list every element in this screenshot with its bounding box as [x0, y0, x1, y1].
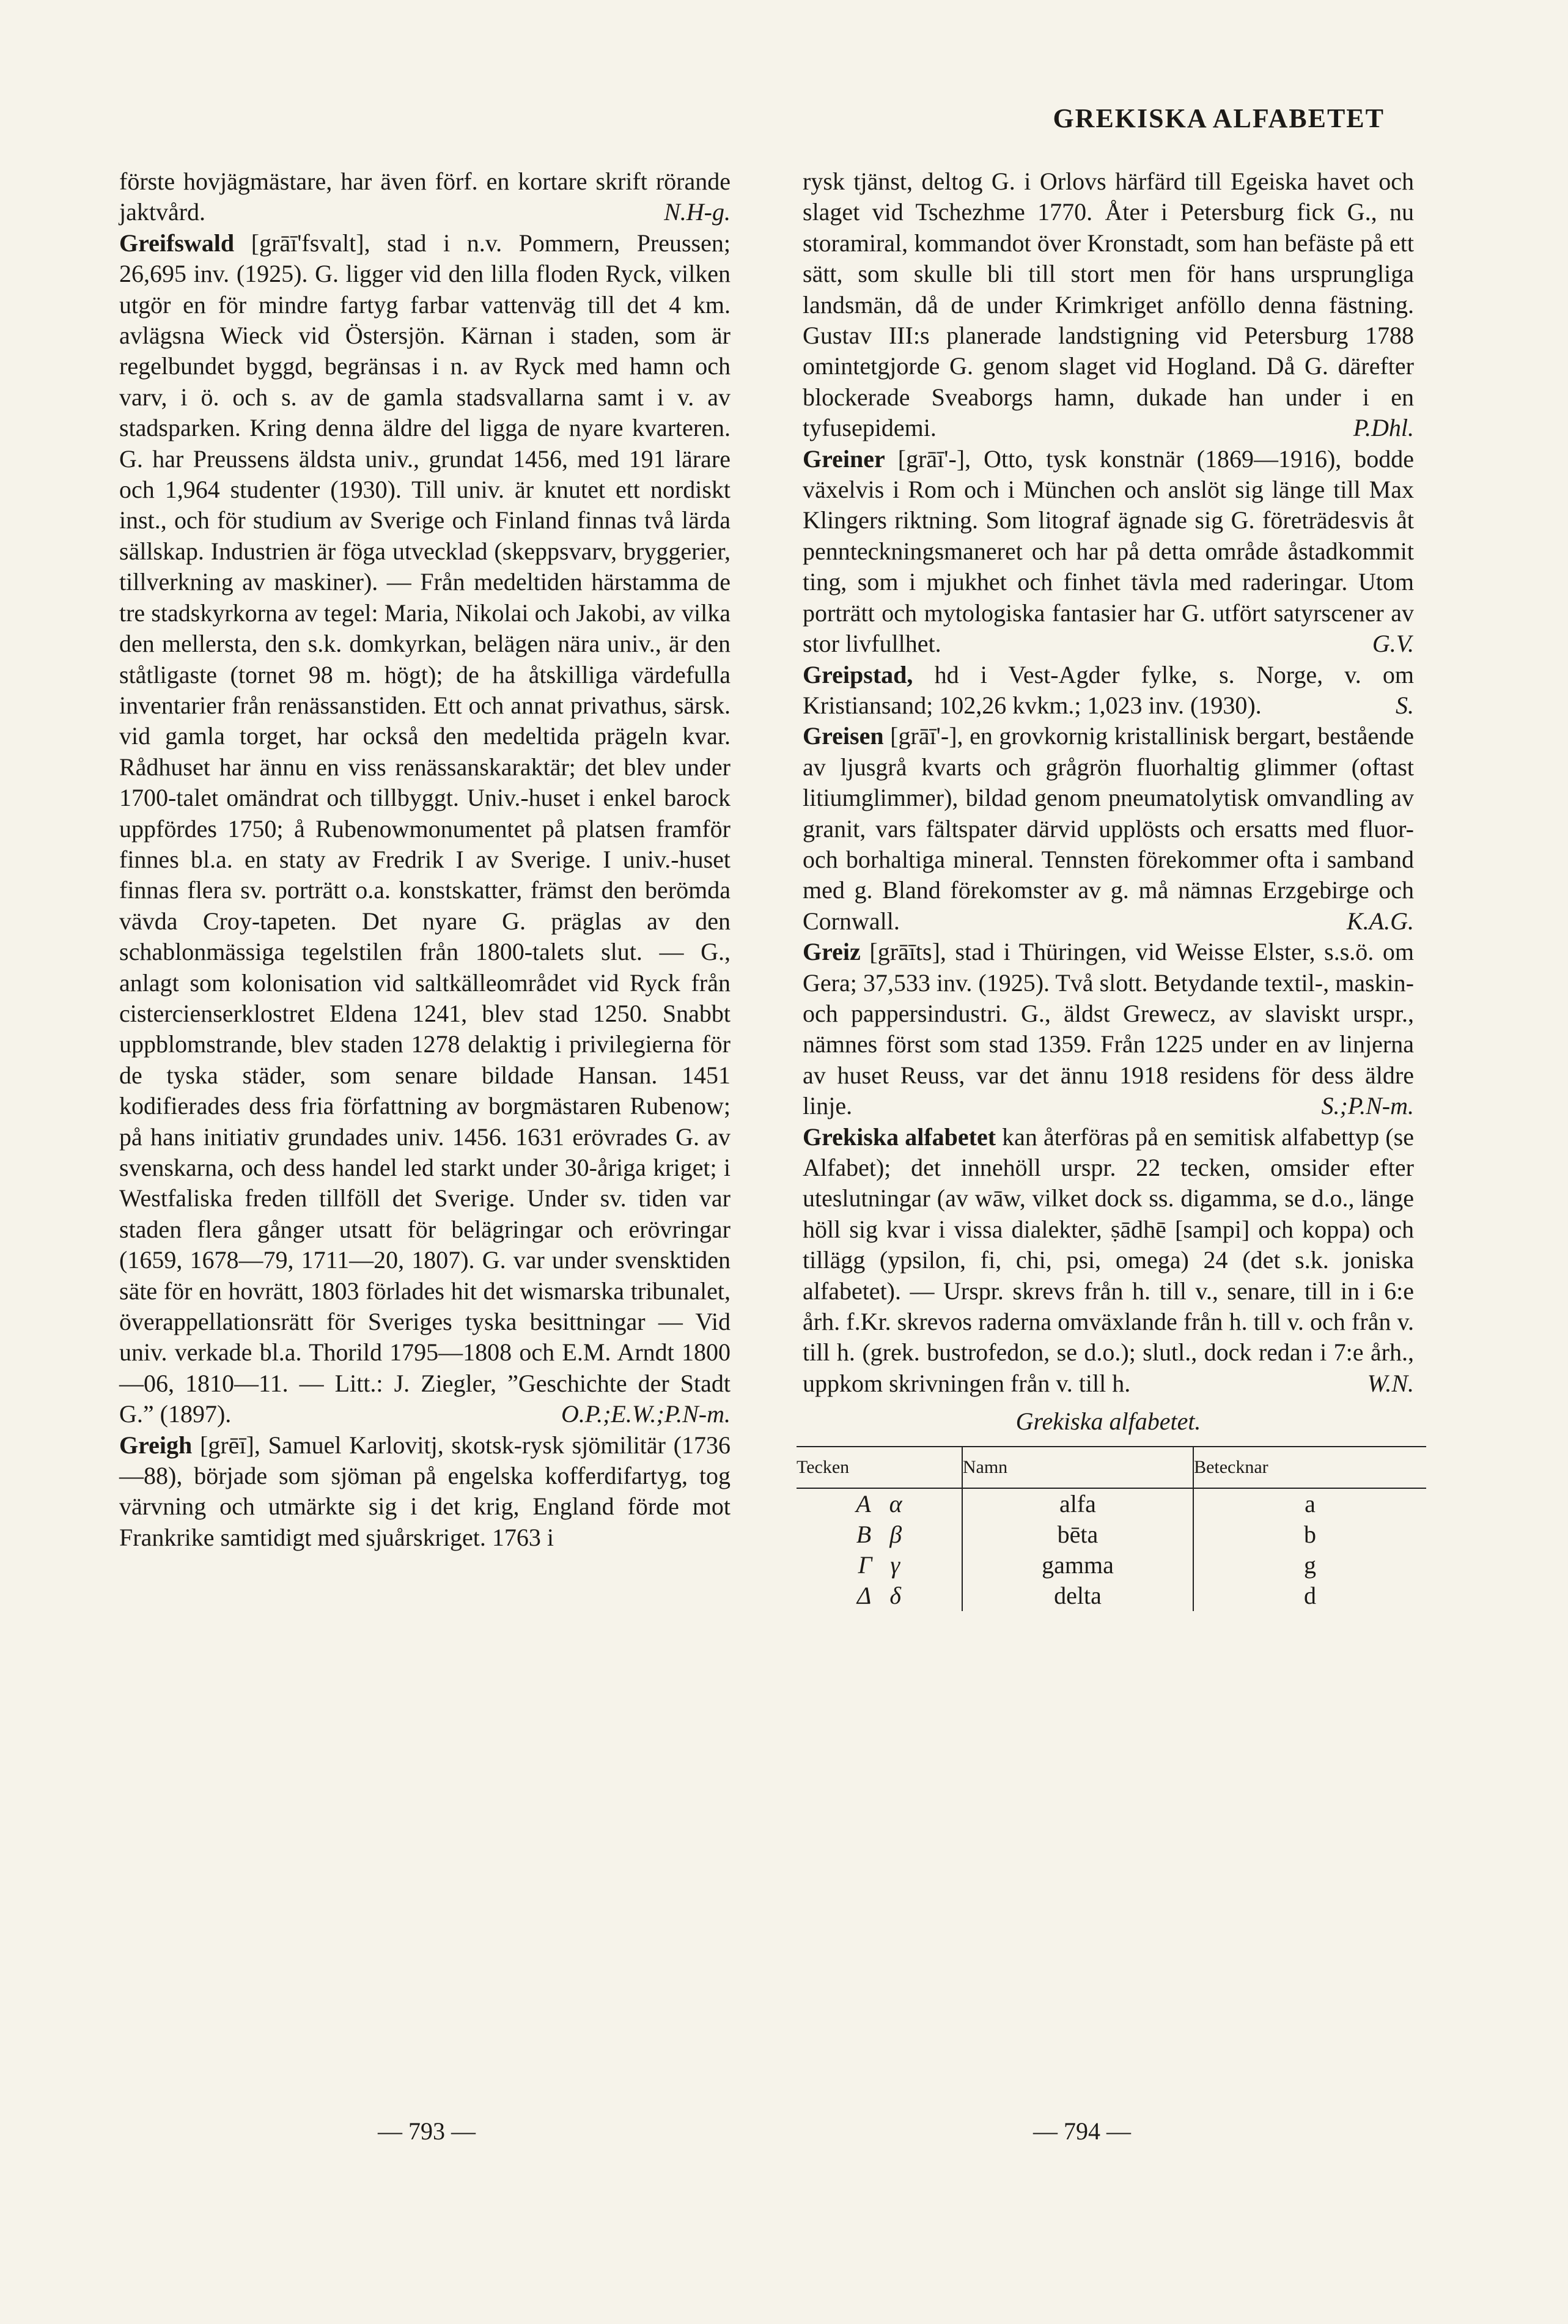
entry — [803, 721, 1414, 937]
lower-letter: δ — [889, 1582, 901, 1610]
letter-cell — [797, 1519, 962, 1550]
entry-headword: Greiner — [803, 445, 885, 473]
value-cell: d — [1193, 1581, 1426, 1611]
page-number-left: — 793 — — [378, 2117, 476, 2145]
entry-text: förste hovjägmästare, har även förf. en kortare skrift rörande jaktvård. — [119, 168, 731, 226]
page-number-right: — 794 — — [1033, 2117, 1131, 2145]
table-row — [797, 1581, 1426, 1611]
entry-text: [grēī], Samuel Karlovitj, skotsk-rysk sjömilitär (1736—88), började som sjöman på engelska kofferdifartyg, tog värvning och utmärkte sig i det krig, England förde mot Frankrike samtidigt med sjuårskriget. 1763 i — [119, 1431, 731, 1551]
letter-cell — [797, 1488, 962, 1519]
table-header-row — [797, 1447, 1426, 1488]
letter-cell — [797, 1581, 962, 1611]
entry-text: rysk tjänst, deltog G. i Orlovs härfärd till Egeiska havet och slaget vid Tschezhme 1770. Åter i Petersburg fick G., nu storamiral, kommandot över Kronstadt, som han befäste på ett sätt, som skulle bli till stort men för hans ursprungliga landsmän, då de under Krimkriget anföllo denna fästning. Gustav III:s planerade landstigning vid Petersburg 1788 omintetgjorde G. genom slaget vid Hogland. Då G. därefter blockerade Sveaborgs hamn, dukade han under i en tyfusepidemi. — [803, 168, 1414, 442]
entry-text: [grāī'-], en grovkornig kristallinisk bergart, bestående av ljusgrå kvarts och grågrön fluorhaltig glimmer (oftast litiumglimmer), bildad genom pneumatolytisk omvandling av granit, vars fältspater därvid upplösts och ersatts med fluor- och borhaltiga mineral. Tennsten förekommer ofta i samband med g. Bland förekomster av g. må nämnas Erzgebirge och Cornwall. — [803, 722, 1415, 935]
name-cell: alfa — [962, 1488, 1193, 1519]
table-header: Betecknar — [1193, 1447, 1426, 1488]
upper-letter: Δ — [856, 1582, 872, 1610]
lower-letter: γ — [890, 1551, 900, 1579]
entry-headword: Greiz — [803, 938, 861, 966]
entry-signature: N.H-g. — [664, 198, 731, 226]
entry-signature: O.P.;E.W.;P.N-m. — [561, 1400, 731, 1428]
entry-signature: P.Dhl. — [1353, 414, 1414, 442]
entry-text: [grāīts], stad i Thüringen, vid Weisse Elster, s.s.ö. om Gera; 37,533 inv. (1925). Två slott. Betydande textil-, maskin- och pappersindustri. G., äldst Grewecz, av slaviskt urspr., nämnes först som stad 1359. Från 1225 under en av linjerna av huset Reuss, var det ännu 1918 residens för dess äldre linje. — [803, 938, 1415, 1120]
entry-headword: Greipstad, — [803, 660, 913, 688]
table-row — [797, 1488, 1426, 1519]
table-caption: Grekiska alfabetet. — [1015, 1407, 1201, 1436]
entry-signature: G.V. — [1372, 630, 1414, 658]
upper-letter: Γ — [858, 1551, 872, 1579]
entry-headword: Greigh — [119, 1431, 193, 1459]
table-row — [797, 1519, 1426, 1550]
entry-text: [grāī'-], Otto, tysk konstnär (1869—1916), bodde växelvis i Rom och i München och anslöt sig länge till Max Klingers riktning. Som litograf ägnade sig G. företrädesvis åt pennteckningsmaneret och har på detta område åstadkommit ting, som i mjukhet och finhet tävla med raderingar. Utom porträtt och mytologiska fantasier har G. utfört satyrscener av stor livfullhet. — [803, 445, 1415, 658]
value-cell: a — [1193, 1488, 1426, 1519]
entry — [119, 1430, 731, 1554]
value-cell: b — [1193, 1519, 1426, 1550]
table-header: Tecken — [797, 1447, 962, 1488]
name-cell: gamma — [962, 1550, 1193, 1581]
table-header: Namn — [962, 1447, 1193, 1488]
right-column — [797, 166, 1415, 1611]
lower-letter: β — [889, 1521, 902, 1549]
left-column — [119, 166, 731, 1553]
value-cell: g — [1193, 1550, 1426, 1581]
entry-signature: K.A.G. — [1347, 907, 1414, 935]
entry — [803, 660, 1414, 721]
entry-text: hd i Vest-Agder fylke, s. Norge, v. om Kristiansand; 102,26 kvkm.; 1,023 inv. (1930). — [803, 660, 1414, 719]
entry — [803, 166, 1414, 444]
upper-letter: Α — [856, 1490, 871, 1518]
entry — [803, 1122, 1414, 1400]
entry — [119, 166, 731, 228]
entry-headword: Greifswald — [119, 229, 235, 257]
entry-text: kan återföras på en semitisk alfabettyp (se Alfabet); det innehöll urspr. 22 tecken, omsider efter uteslutningar (av wāw, vilket dock ss. digamma, se d.o., länge höll sig kvar i vissa dialekter, ṣādhē [sampi] och koppa) och tillägg (ypsilon, fi, chi, psi, omega) 24 (det s.k. joniska alfabetet). — Urspr. skrevs från h. till v., senare, till in i 6:e årh. f.Kr. skrevos raderna omväxlande från h. till v. och från v. till h. (grek. bustrofedon, se d.o.); slutl., dock redan i 7:e årh., uppkom skrivningen från v. till h. — [803, 1123, 1414, 1397]
entry-headword: Greisen — [803, 722, 884, 750]
entry-signature: S. — [1396, 691, 1414, 719]
entry — [803, 937, 1414, 1121]
name-cell: bēta — [962, 1519, 1193, 1550]
table-row — [797, 1550, 1426, 1581]
entry-signature: W.N. — [1367, 1369, 1414, 1397]
entry-signature: S.;P.N-m. — [1321, 1092, 1414, 1120]
letter-cell — [797, 1550, 962, 1581]
entry-text: [grāī'fsvalt], stad i n.v. Pommern, Preussen; 26,695 inv. (1925). G. ligger vid den lilla floden Ryck, vilken utgör en för mindre fartyg farbar vattenväg till det 4 km. avlägsna Wieck vid Östersjön. Kärnan i staden, som är regelbundet byggd, begränsas i n. av Ryck med hamn och varv, i ö. och s. av de gamla stadsvallarna samt i v. av stadsparken. Kring denna äldre del ligga de nyare kvarteren. G. har Preussens äldsta univ., grundat 1456, med 191 lärare och 1,964 studenter (1930). Till univ. är knutet ett nordiskt inst., och för studium av Sverige och Finland finnas två lärda sällskap. Industrien är föga utvecklad (skeppsvarv, bryggerier, tillverkning av maskiner). — Från medeltiden härstamma de tre stadskyrkorna av tegel: Maria, Nikolai och Jakobi, av vilka den mellersta, den s.k. domkyrkan, belägen nära univ., är den ståtligaste (tornet 98 m. högt); de ha åtskilliga värdefulla inventarier från renässanstiden. Ett och annat privathus, särsk. vid gamla torget, har också den medeltida prägeln kvar. Rådhuset har ännu en viss renässanskaraktär; det blev under 1700-talet omändrat och tillbyggt. Univ.-huset i enkel barock uppfördes 1750; å Rubenowmonumentet på platsen framför finnes bl.a. en staty av Fredrik I av Sverige. I univ.-huset finnas flera sv. porträtt o.a. konstskatter, främst den berömda vävda Croy-tapeten. Det nyare G. präglas av den schablonmässiga tegelstilen från 1800-talets slut. — G., anlagt som kolonisation vid saltkälleområdet vid Ryck från cistercienserklostret Eldena 1241, blev stad 1250. Snabbt uppblomstrande, blev staden 1278 delaktig i privilegierna för de tyska städer, som senare bildade Hansan. 1451 kodifierades dess fria författning av borgmästaren Rubenow; på hans initiativ grundades univ. 1456. 1631 erövrades G. av svenskarna, och dess handel led starkt under 30-åriga kriget; i Westfaliska freden tillföll det Sverige. Under sv. tiden var staden flera gånger utsatt för belägringar och erövringar (1659, 1678—79, 1711—20, 1807). G. var under svensktiden säte för en hovrätt, 1803 förlades hit det wismarska tribunalet, överappellationsrätt för Sveriges tyska besittningar — Vid univ. verkade bl.a. Thorild 1795—1808 och E.M. Arndt 1800—06, 1810—11. — Litt.: J. Ziegler, ”Geschichte der Stadt G.” (1897). — [119, 229, 731, 1428]
lower-letter: α — [889, 1490, 902, 1518]
running-header: GREKISKA ALFABETET — [1053, 103, 1385, 133]
entry — [119, 228, 731, 1430]
alphabet-table — [797, 1446, 1426, 1611]
entry — [803, 444, 1414, 660]
entry-headword: Grekiska alfabetet — [803, 1123, 996, 1151]
upper-letter: Β — [856, 1521, 872, 1549]
name-cell: delta — [962, 1581, 1193, 1611]
